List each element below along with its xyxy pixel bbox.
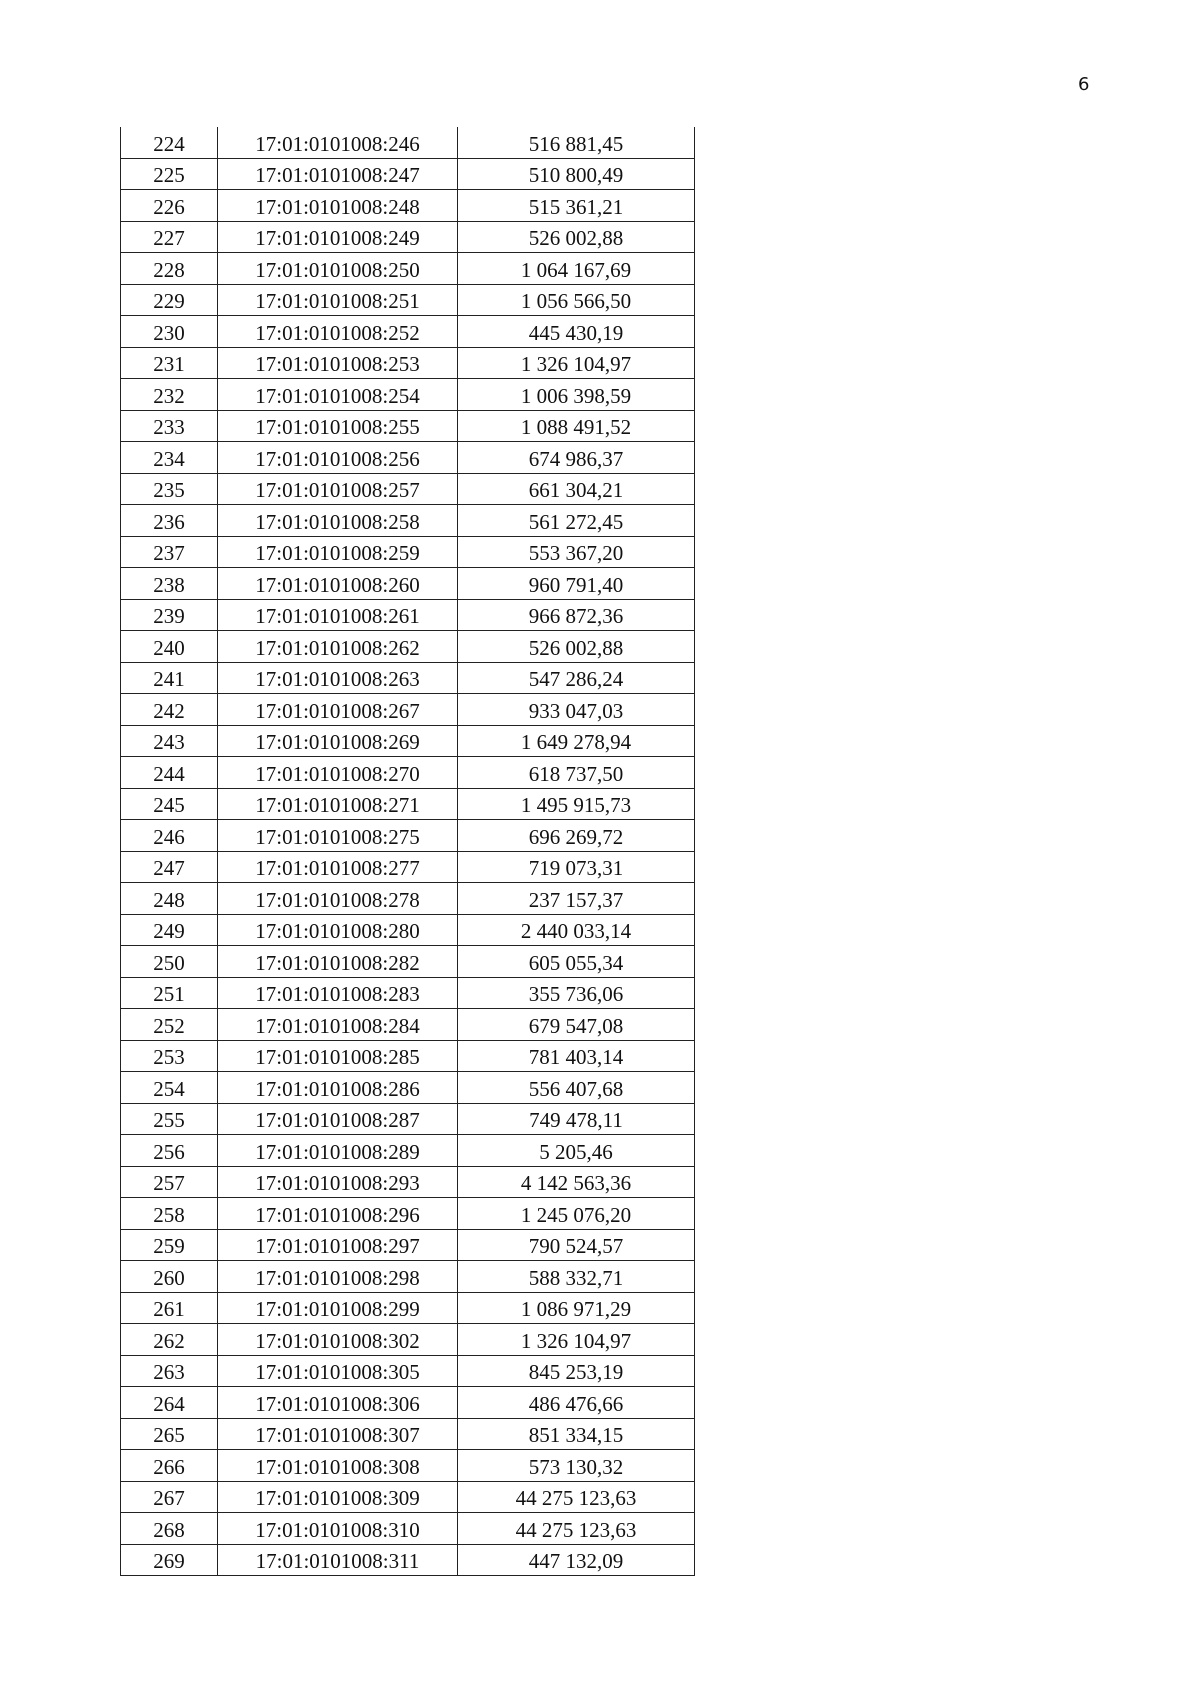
cadastral-number-cell: 17:01:0101008:260	[218, 568, 458, 600]
row-number-cell: 247	[121, 851, 218, 883]
cadastral-value-cell: 44 275 123,63	[458, 1513, 695, 1545]
cadastral-value-cell: 790 524,57	[458, 1229, 695, 1261]
row-number-cell: 236	[121, 505, 218, 537]
cadastral-number-cell: 17:01:0101008:271	[218, 788, 458, 820]
table-row	[121, 1387, 695, 1419]
table-row	[121, 1009, 695, 1041]
cadastral-number-cell: 17:01:0101008:275	[218, 820, 458, 852]
cadastral-value-cell: 679 547,08	[458, 1009, 695, 1041]
cadastral-number-cell: 17:01:0101008:246	[218, 127, 458, 158]
table-row	[121, 379, 695, 411]
cadastral-number-cell: 17:01:0101008:293	[218, 1166, 458, 1198]
table-row	[121, 694, 695, 726]
table-row	[121, 820, 695, 852]
cadastral-number-cell: 17:01:0101008:283	[218, 977, 458, 1009]
row-number-cell: 228	[121, 253, 218, 285]
table-row	[121, 505, 695, 537]
table-row	[121, 190, 695, 222]
cadastral-number-cell: 17:01:0101008:258	[218, 505, 458, 537]
row-number-cell: 267	[121, 1481, 218, 1513]
table-row	[121, 757, 695, 789]
row-number-cell: 238	[121, 568, 218, 600]
cadastral-value-cell: 515 361,21	[458, 190, 695, 222]
cadastral-number-cell: 17:01:0101008:247	[218, 158, 458, 190]
row-number-cell: 232	[121, 379, 218, 411]
cadastral-value-cell: 933 047,03	[458, 694, 695, 726]
cadastral-value-cell: 2 440 033,14	[458, 914, 695, 946]
row-number-cell: 264	[121, 1387, 218, 1419]
table-row	[121, 1072, 695, 1104]
row-number-cell: 230	[121, 316, 218, 348]
row-number-cell: 254	[121, 1072, 218, 1104]
cadastral-number-cell: 17:01:0101008:251	[218, 284, 458, 316]
row-number-cell: 260	[121, 1261, 218, 1293]
cadastral-number-cell: 17:01:0101008:259	[218, 536, 458, 568]
cadastral-value-cell: 588 332,71	[458, 1261, 695, 1293]
cadastral-number-cell: 17:01:0101008:282	[218, 946, 458, 978]
cadastral-value-cell: 1 006 398,59	[458, 379, 695, 411]
table-row	[121, 1292, 695, 1324]
cadastral-value-cell: 5 205,46	[458, 1135, 695, 1167]
cadastral-number-cell: 17:01:0101008:286	[218, 1072, 458, 1104]
cadastral-number-cell: 17:01:0101008:261	[218, 599, 458, 631]
table-row	[121, 442, 695, 474]
cadastral-value-cell: 355 736,06	[458, 977, 695, 1009]
row-number-cell: 233	[121, 410, 218, 442]
cadastral-value-cell: 1 326 104,97	[458, 1324, 695, 1356]
cadastral-value-cell: 845 253,19	[458, 1355, 695, 1387]
row-number-cell: 258	[121, 1198, 218, 1230]
table-row	[121, 914, 695, 946]
table-row	[121, 127, 695, 158]
cadastral-number-cell: 17:01:0101008:297	[218, 1229, 458, 1261]
cadastral-number-cell: 17:01:0101008:287	[218, 1103, 458, 1135]
table-row	[121, 1481, 695, 1513]
table-row	[121, 1418, 695, 1450]
cadastral-value-cell: 661 304,21	[458, 473, 695, 505]
table-row	[121, 1198, 695, 1230]
cadastral-value-cell: 1 056 566,50	[458, 284, 695, 316]
row-number-cell: 245	[121, 788, 218, 820]
row-number-cell: 224	[121, 127, 218, 158]
table-row	[121, 1355, 695, 1387]
cadastral-number-cell: 17:01:0101008:289	[218, 1135, 458, 1167]
cadastral-value-cell: 1 649 278,94	[458, 725, 695, 757]
row-number-cell: 259	[121, 1229, 218, 1261]
row-number-cell: 262	[121, 1324, 218, 1356]
cadastral-number-cell: 17:01:0101008:270	[218, 757, 458, 789]
row-number-cell: 235	[121, 473, 218, 505]
row-number-cell: 226	[121, 190, 218, 222]
table-row	[121, 725, 695, 757]
row-number-cell: 248	[121, 883, 218, 915]
row-number-cell: 244	[121, 757, 218, 789]
cadastral-number-cell: 17:01:0101008:269	[218, 725, 458, 757]
cadastral-number-cell: 17:01:0101008:309	[218, 1481, 458, 1513]
cadastral-value-cell: 573 130,32	[458, 1450, 695, 1482]
cadastral-value-cell: 561 272,45	[458, 505, 695, 537]
cadastral-number-cell: 17:01:0101008:255	[218, 410, 458, 442]
cadastral-value-cell: 526 002,88	[458, 221, 695, 253]
row-number-cell: 265	[121, 1418, 218, 1450]
row-number-cell: 261	[121, 1292, 218, 1324]
cadastral-value-cell: 1 064 167,69	[458, 253, 695, 285]
table-row	[121, 284, 695, 316]
row-number-cell: 240	[121, 631, 218, 663]
cadastral-value-cell: 674 986,37	[458, 442, 695, 474]
table-row	[121, 410, 695, 442]
cadastral-number-cell: 17:01:0101008:267	[218, 694, 458, 726]
cadastral-number-cell: 17:01:0101008:306	[218, 1387, 458, 1419]
table-row	[121, 631, 695, 663]
cadastral-number-cell: 17:01:0101008:262	[218, 631, 458, 663]
cadastral-value-cell: 1 088 491,52	[458, 410, 695, 442]
cadastral-value-cell: 719 073,31	[458, 851, 695, 883]
row-number-cell: 241	[121, 662, 218, 694]
cadastral-value-cell: 749 478,11	[458, 1103, 695, 1135]
cadastral-number-cell: 17:01:0101008:285	[218, 1040, 458, 1072]
cadastral-value-cell: 237 157,37	[458, 883, 695, 915]
table-body	[121, 127, 695, 1576]
table-row	[121, 347, 695, 379]
row-number-cell: 256	[121, 1135, 218, 1167]
table-row	[121, 1166, 695, 1198]
cadastral-number-cell: 17:01:0101008:284	[218, 1009, 458, 1041]
cadastral-value-cell: 1 086 971,29	[458, 1292, 695, 1324]
cadastral-number-cell: 17:01:0101008:308	[218, 1450, 458, 1482]
cadastral-value-cell: 510 800,49	[458, 158, 695, 190]
table-row	[121, 1450, 695, 1482]
cadastral-value-cell: 547 286,24	[458, 662, 695, 694]
row-number-cell: 239	[121, 599, 218, 631]
cadastral-number-cell: 17:01:0101008:311	[218, 1544, 458, 1576]
cadastral-value-cell: 526 002,88	[458, 631, 695, 663]
row-number-cell: 266	[121, 1450, 218, 1482]
row-number-cell: 263	[121, 1355, 218, 1387]
cadastral-number-cell: 17:01:0101008:253	[218, 347, 458, 379]
cadastral-value-table	[120, 127, 695, 1576]
cadastral-number-cell: 17:01:0101008:310	[218, 1513, 458, 1545]
table-row	[121, 253, 695, 285]
row-number-cell: 242	[121, 694, 218, 726]
cadastral-number-cell: 17:01:0101008:299	[218, 1292, 458, 1324]
row-number-cell: 252	[121, 1009, 218, 1041]
row-number-cell: 268	[121, 1513, 218, 1545]
cadastral-value-cell: 516 881,45	[458, 127, 695, 158]
table-row	[121, 977, 695, 1009]
cadastral-value-cell: 447 132,09	[458, 1544, 695, 1576]
cadastral-value-cell: 618 737,50	[458, 757, 695, 789]
cadastral-number-cell: 17:01:0101008:302	[218, 1324, 458, 1356]
cadastral-number-cell: 17:01:0101008:305	[218, 1355, 458, 1387]
table-row	[121, 1261, 695, 1293]
row-number-cell: 234	[121, 442, 218, 474]
cadastral-number-cell: 17:01:0101008:307	[218, 1418, 458, 1450]
cadastral-value-cell: 44 275 123,63	[458, 1481, 695, 1513]
row-number-cell: 243	[121, 725, 218, 757]
row-number-cell: 257	[121, 1166, 218, 1198]
cadastral-number-cell: 17:01:0101008:254	[218, 379, 458, 411]
table-row	[121, 1103, 695, 1135]
cadastral-value-cell: 1 326 104,97	[458, 347, 695, 379]
table-row	[121, 1229, 695, 1261]
cadastral-number-cell: 17:01:0101008:257	[218, 473, 458, 505]
table-row	[121, 1040, 695, 1072]
row-number-cell: 237	[121, 536, 218, 568]
cadastral-number-cell: 17:01:0101008:298	[218, 1261, 458, 1293]
row-number-cell: 249	[121, 914, 218, 946]
cadastral-value-cell: 486 476,66	[458, 1387, 695, 1419]
table-row	[121, 883, 695, 915]
row-number-cell: 269	[121, 1544, 218, 1576]
cadastral-value-cell: 605 055,34	[458, 946, 695, 978]
row-number-cell: 253	[121, 1040, 218, 1072]
cadastral-value-cell: 1 245 076,20	[458, 1198, 695, 1230]
table-row	[121, 1135, 695, 1167]
page-number: 6	[1078, 74, 1090, 95]
cadastral-number-cell: 17:01:0101008:256	[218, 442, 458, 474]
cadastral-number-cell: 17:01:0101008:280	[218, 914, 458, 946]
cadastral-value-cell: 556 407,68	[458, 1072, 695, 1104]
cadastral-value-cell: 445 430,19	[458, 316, 695, 348]
table-row	[121, 1513, 695, 1545]
row-number-cell: 227	[121, 221, 218, 253]
table-row	[121, 851, 695, 883]
row-number-cell: 225	[121, 158, 218, 190]
cadastral-number-cell: 17:01:0101008:278	[218, 883, 458, 915]
row-number-cell: 229	[121, 284, 218, 316]
table-row	[121, 568, 695, 600]
row-number-cell: 251	[121, 977, 218, 1009]
table-row	[121, 473, 695, 505]
table-row	[121, 599, 695, 631]
cadastral-value-cell: 1 495 915,73	[458, 788, 695, 820]
cadastral-value-cell: 960 791,40	[458, 568, 695, 600]
cadastral-value-cell: 851 334,15	[458, 1418, 695, 1450]
cadastral-value-cell: 696 269,72	[458, 820, 695, 852]
table-row	[121, 221, 695, 253]
table-row	[121, 662, 695, 694]
table-row	[121, 536, 695, 568]
cadastral-number-cell: 17:01:0101008:277	[218, 851, 458, 883]
table-row	[121, 316, 695, 348]
cadastral-value-cell: 553 367,20	[458, 536, 695, 568]
table-row	[121, 1324, 695, 1356]
row-number-cell: 231	[121, 347, 218, 379]
table-row	[121, 946, 695, 978]
row-number-cell: 250	[121, 946, 218, 978]
cadastral-value-cell: 966 872,36	[458, 599, 695, 631]
cadastral-number-cell: 17:01:0101008:248	[218, 190, 458, 222]
row-number-cell: 255	[121, 1103, 218, 1135]
cadastral-number-cell: 17:01:0101008:252	[218, 316, 458, 348]
row-number-cell: 246	[121, 820, 218, 852]
cadastral-number-cell: 17:01:0101008:249	[218, 221, 458, 253]
table-row	[121, 1544, 695, 1576]
cadastral-value-cell: 4 142 563,36	[458, 1166, 695, 1198]
table-row	[121, 788, 695, 820]
cadastral-number-cell: 17:01:0101008:296	[218, 1198, 458, 1230]
table-row	[121, 158, 695, 190]
cadastral-number-cell: 17:01:0101008:263	[218, 662, 458, 694]
cadastral-value-cell: 781 403,14	[458, 1040, 695, 1072]
cadastral-number-cell: 17:01:0101008:250	[218, 253, 458, 285]
